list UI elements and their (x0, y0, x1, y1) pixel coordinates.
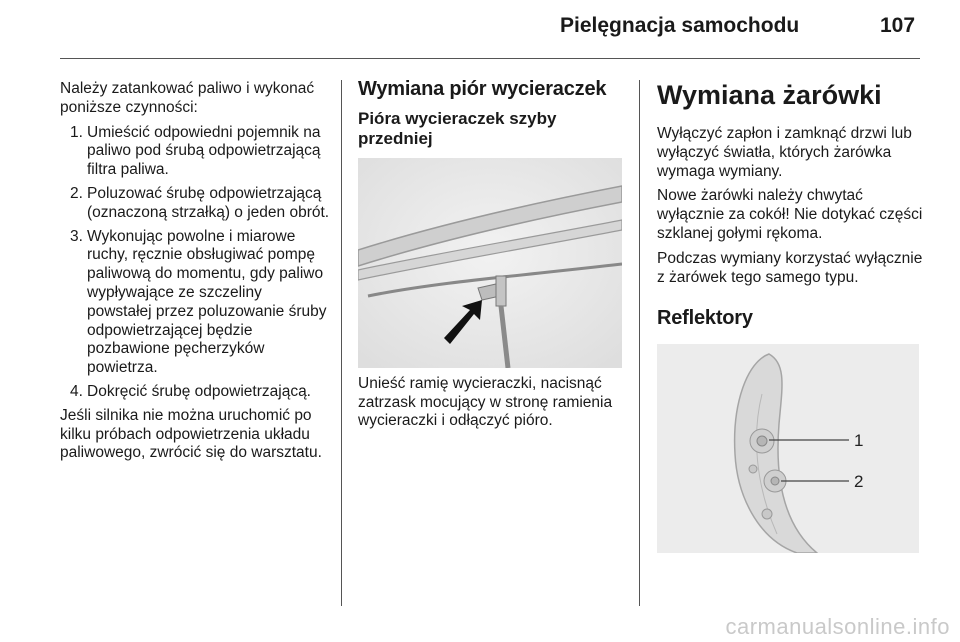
step-text: Wykonując powolne i miarowe ruchy, ręcznie obsługiwać pompę paliwową do momentu, gdy paliwo wypływające ze szczeliny powstałej przez poluzowanie śruby odpowietrzającej będzie pozbawione pęcherzyków powietrza. (87, 227, 327, 377)
paragraph: Nowe żarówki należy chwytać wyłącznie za cokół! Nie dotykać części szklanej gołymi rękoma. (657, 187, 923, 242)
header-divider (60, 58, 920, 59)
callout-label-2: 2 (854, 472, 864, 491)
step-number: 4. (70, 382, 83, 400)
figure-caption: Unieść ramię wycieraczki, nacisnąć zatrzask mocujący w stronę ramienia wycieraczki i odłączyć pióro. (358, 374, 613, 430)
section-subheading: Pióra wycieraczek szyby przedniej (358, 108, 557, 148)
step-text: Poluzować śrubę odpowietrzającą (oznaczoną strzałką) o jeden obrót. (87, 184, 330, 221)
section-subheading: Reflektory (657, 307, 753, 330)
paragraph: Wyłączyć zapłon i zamknąć drzwi lub wyłączyć światła, których żarówka wymaga wymiany. (657, 125, 912, 180)
section-heading: Wymiana żarówki (657, 80, 882, 110)
intro-paragraph: Należy zatankować paliwo i wykonać poniższe czynności: (60, 80, 315, 116)
list-item (60, 383, 330, 402)
steps-list (60, 124, 330, 402)
watermark: carmanualsonline.info (725, 614, 950, 639)
column-divider (639, 80, 640, 606)
wiper-blade-figure (358, 158, 622, 368)
list-item (60, 124, 330, 180)
section-heading: Wymiana piór wycieraczek (358, 78, 607, 100)
wiper-illustration (358, 158, 622, 368)
list-item (60, 185, 330, 223)
column-fuel-bleeding (60, 80, 330, 469)
column-bulb-replacement (657, 80, 923, 328)
step-number: 3. (70, 227, 83, 245)
step-text: Dokręcić śrubę odpowietrzającą. (87, 382, 311, 400)
paragraph: Podczas wymiany korzystać wyłącznie z żarówek tego samego typu. (657, 249, 923, 286)
headlight-illustration (657, 344, 919, 553)
callout-label-1: 1 (854, 431, 864, 450)
step-text: Umieścić odpowiedni pojemnik na paliwo pod śrubą odpowietrzającą filtra paliwa. (87, 123, 321, 179)
step-number: 1. (70, 123, 83, 141)
outro-paragraph: Jeśli silnika nie można uruchomić po kilku próbach odpowietrzenia układu paliwowego, zwrócić się do warsztatu. (60, 406, 322, 462)
page-header-title: Pielęgnacja samochodu (560, 14, 800, 37)
list-item (60, 228, 330, 378)
headlight-figure (657, 344, 919, 553)
page-number: 107 (880, 14, 916, 37)
step-number: 2. (70, 184, 83, 202)
column-divider (341, 80, 342, 606)
